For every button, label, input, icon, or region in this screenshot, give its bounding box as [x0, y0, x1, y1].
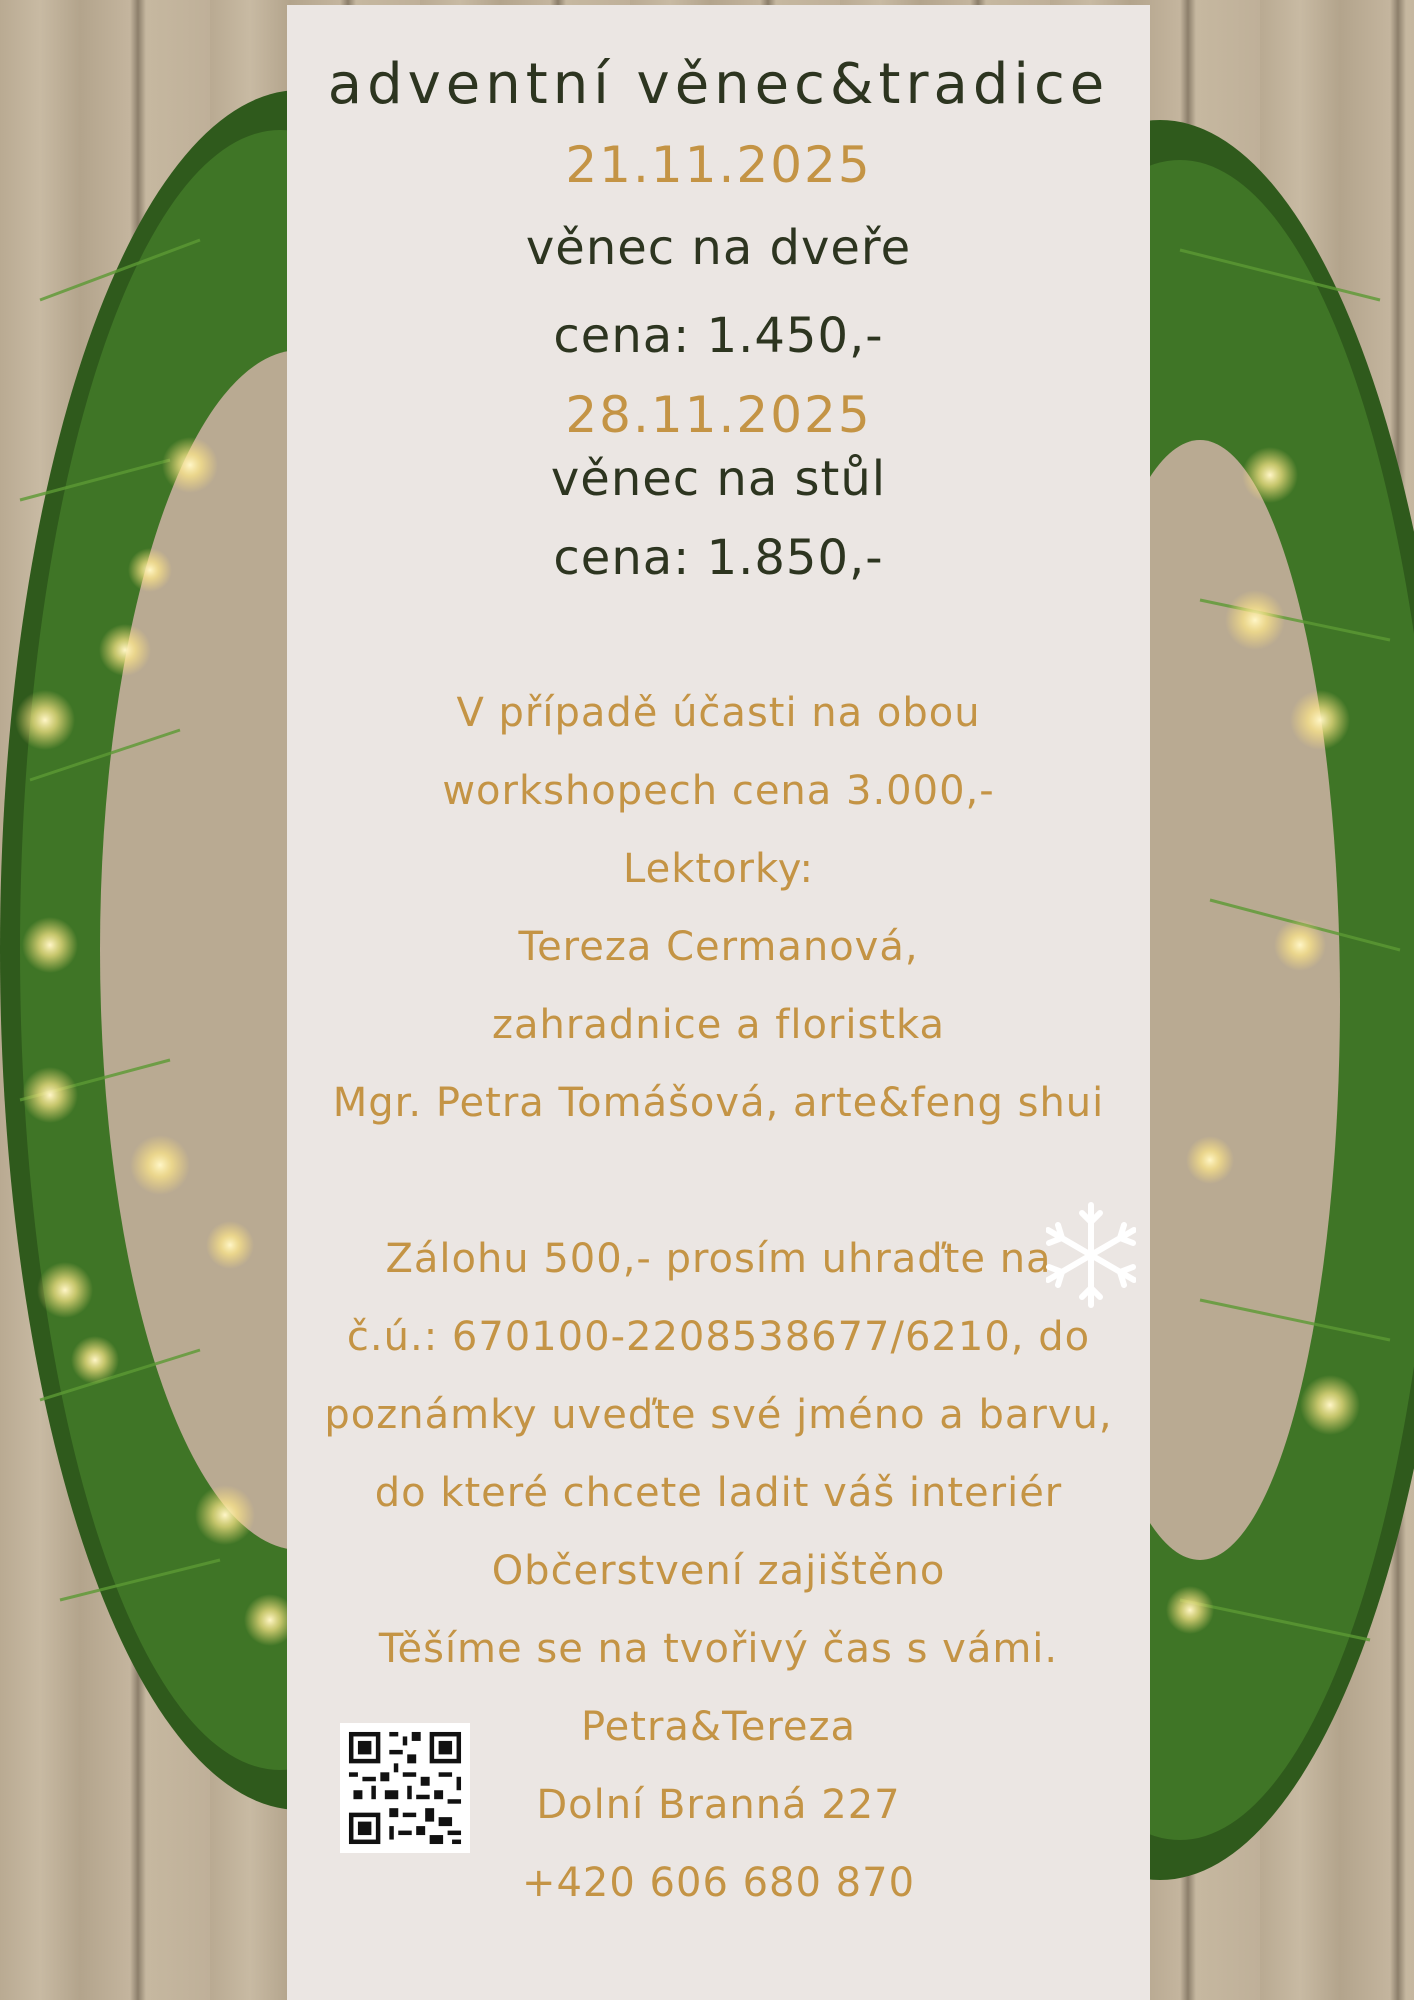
payment-line-1: Zálohu 500,- prosím uhraďte na — [385, 1236, 1052, 1282]
closing-line: Těšíme se na tvořivý čas s vámi. — [378, 1626, 1059, 1672]
combo-line-1: V případě účasti na obou — [456, 690, 981, 736]
phone: +420 606 680 870 — [521, 1860, 916, 1906]
signature: Petra&Tereza — [580, 1704, 857, 1750]
lecturer-1-role: zahradnice a floristka — [492, 1002, 945, 1048]
refreshments: Občerstvení zajištěno — [491, 1548, 946, 1594]
lecturer-2: Mgr. Petra Tomášová, arte&feng shui — [332, 1080, 1105, 1126]
workshop-2-date: 28.11.2025 — [565, 386, 872, 444]
payment-line-4: do které chcete ladit váš interiér — [374, 1470, 1063, 1516]
page-title: adventní věnec&tradice — [327, 52, 1110, 117]
workshop-1-name: věnec na dveře — [525, 220, 912, 276]
workshop-1-date: 21.11.2025 — [565, 136, 872, 194]
combo-line-2: workshopech cena 3.000,- — [442, 768, 995, 814]
qr-code-icon[interactable] — [340, 1723, 470, 1853]
lecturers-heading: Lektorky: — [623, 846, 814, 892]
address: Dolní Branná 227 — [536, 1782, 901, 1828]
workshop-2-name: věnec na stůl — [550, 451, 887, 507]
snowflake-icon — [1046, 1200, 1136, 1310]
lecturer-1-name: Tereza Cermanová, — [518, 924, 919, 970]
workshop-1-price: cena: 1.450,- — [553, 308, 884, 364]
payment-line-2: č.ú.: 670100-2208538677/6210, do — [346, 1314, 1091, 1360]
workshop-2-price: cena: 1.850,- — [553, 530, 884, 586]
payment-line-3: poznámky uveďte své jméno a barvu, — [324, 1392, 1113, 1438]
